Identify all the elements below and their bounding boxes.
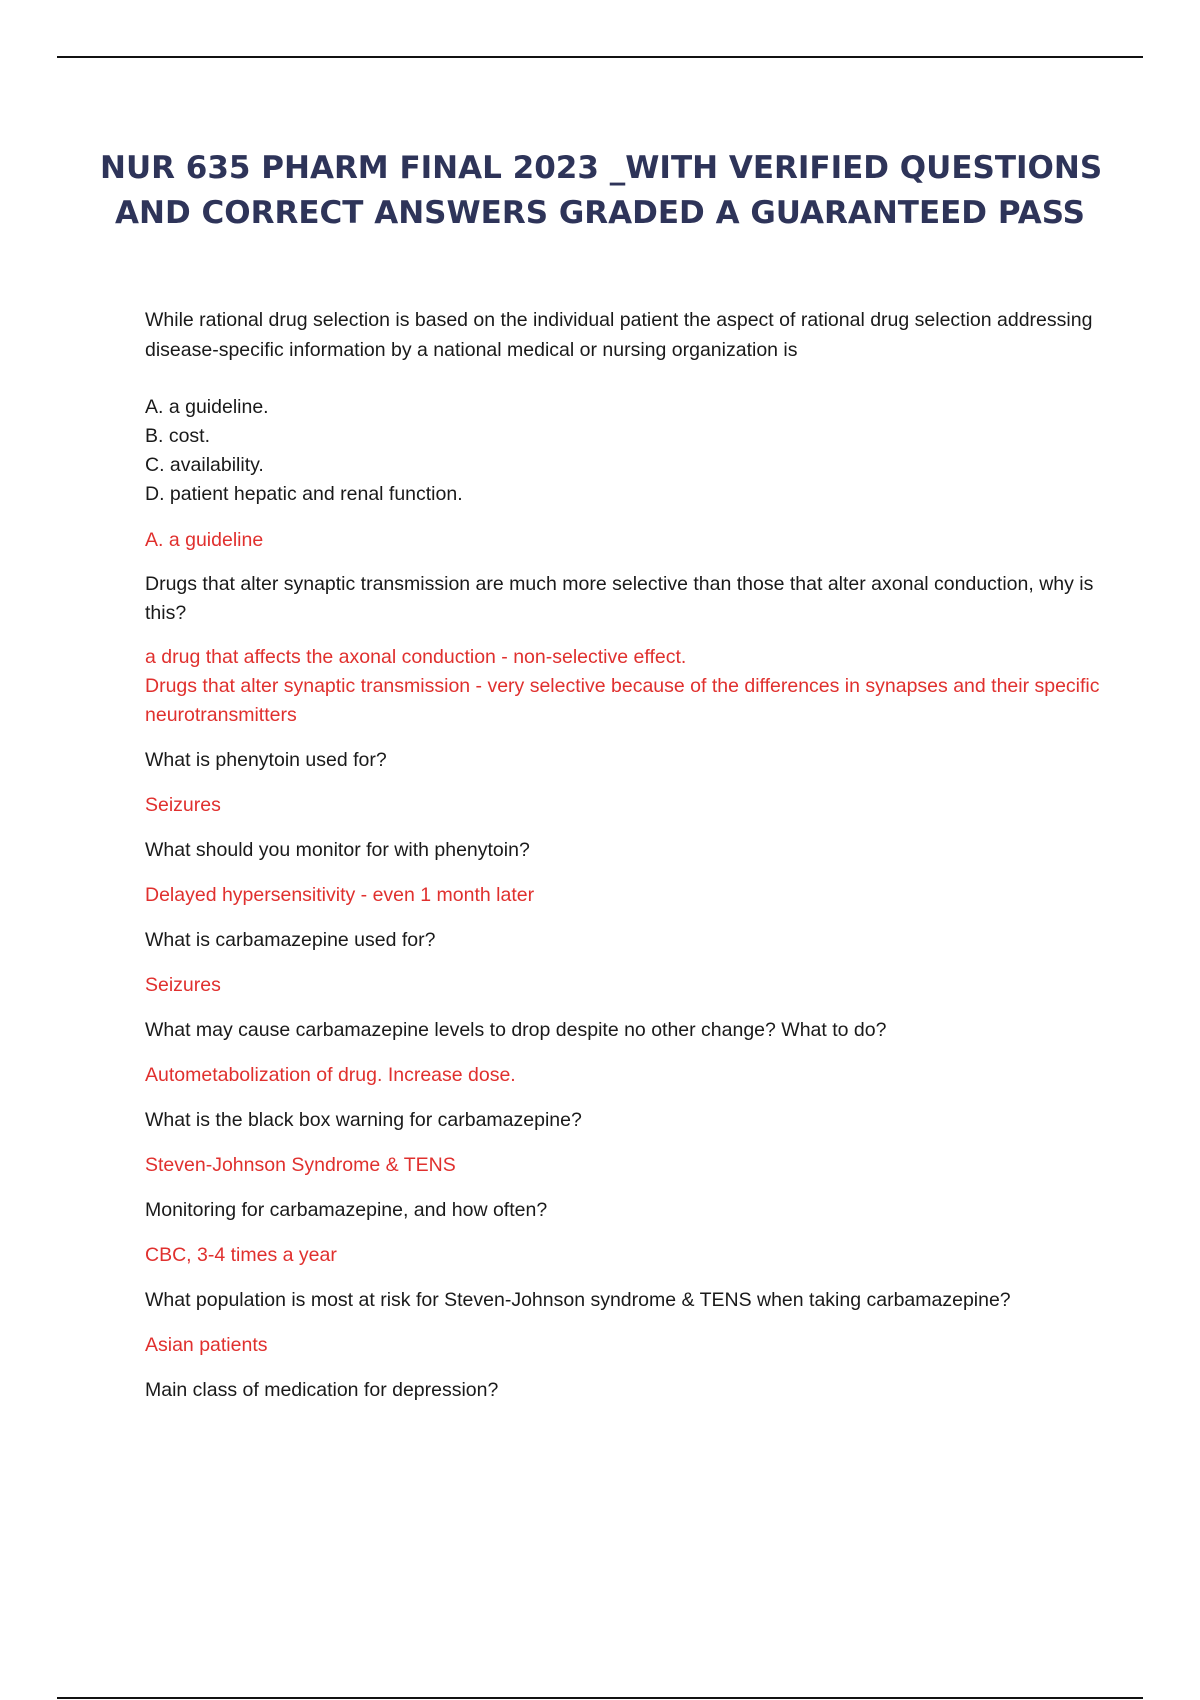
option-b: B. cost. (145, 425, 211, 447)
question-text: What should you monitor for with phenytoin? (145, 839, 530, 861)
answer-text: A. a guideline (145, 529, 264, 551)
question-text: What is phenytoin used for? (145, 749, 387, 771)
answer-text: Delayed hypersensitivity - even 1 month later (145, 884, 535, 906)
document-title (100, 146, 1103, 236)
question-text: What is the black box warning for carbamazepine? (145, 1109, 582, 1131)
qa-item (145, 1375, 1105, 1405)
answer-text: Seizures (145, 794, 221, 816)
question-text: Main class of medication for depression? (145, 1379, 499, 1401)
option-d: D. patient hepatic and renal function. (145, 483, 463, 505)
qa-item (145, 925, 1105, 1000)
qa-item (145, 1195, 1105, 1270)
question-text: What population is most at risk for Steven-Johnson syndrome & TENS when taking carbamazepine? (145, 1289, 1011, 1311)
question-text: What is carbamazepine used for? (145, 929, 436, 951)
qa-item (145, 570, 1105, 730)
question-text: Monitoring for carbamazepine, and how often? (145, 1199, 548, 1221)
answer-options (145, 393, 1105, 509)
question-text: What may cause carbamazepine levels to drop despite no other change? What to do? (145, 1019, 887, 1041)
answer-text: Autometabolization of drug. Increase dose. (145, 1064, 516, 1086)
answer-text: Asian patients (145, 1334, 268, 1356)
answer-text: Steven-Johnson Syndrome & TENS (145, 1154, 456, 1176)
option-c: C. availability. (145, 454, 264, 476)
answer-line: Drugs that alter synaptic transmission - very selective because of the differences in synapses and their specific neurotransmitters (145, 675, 1100, 726)
qa-item (145, 835, 1105, 910)
answer-text: CBC, 3-4 times a year (145, 1244, 337, 1266)
qa-content (145, 305, 1105, 1420)
qa-item (145, 305, 1105, 555)
qa-item (145, 1285, 1105, 1360)
option-a: A. a guideline. (145, 396, 269, 418)
qa-item (145, 1015, 1105, 1090)
qa-item (145, 745, 1105, 820)
question-text: While rational drug selection is based on the individual patient the aspect of rational drug selection addressing disease-specific information by a national medical or nursing organization is (145, 309, 1093, 361)
title-line-1: NUR 635 PHARM FINAL 2023 _WITH VERIFIED QUESTIONS (100, 150, 1103, 186)
bottom-rule (57, 1697, 1143, 1699)
title-line-2: AND CORRECT ANSWERS GRADED A GUARANTEED PASS (115, 195, 1085, 231)
qa-item (145, 1105, 1105, 1180)
answer-text: Seizures (145, 974, 221, 996)
top-rule (57, 56, 1143, 58)
answer-line: a drug that affects the axonal conduction - non-selective effect. (145, 646, 687, 668)
question-text: Drugs that alter synaptic transmission are much more selective than those that alter axonal conduction, why is this? (145, 573, 1094, 624)
